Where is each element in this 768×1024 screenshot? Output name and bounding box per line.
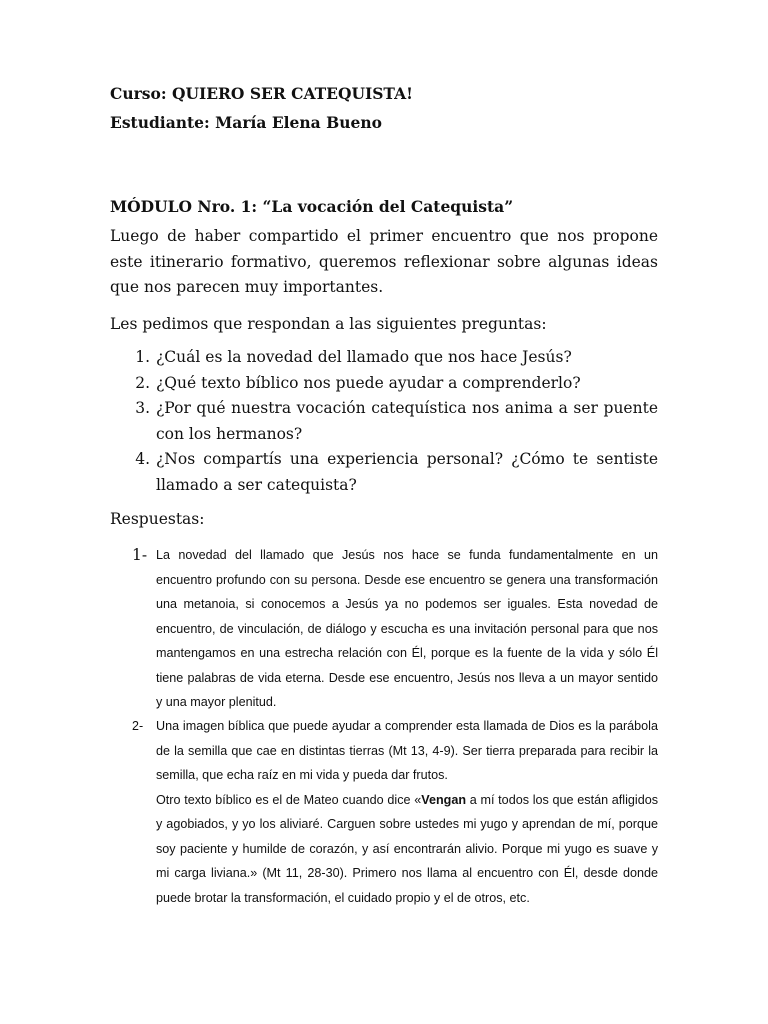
question-number: 4. <box>135 450 150 468</box>
question-item <box>110 396 658 447</box>
questions-list <box>110 345 658 498</box>
answer-text-part: a mí todos los que están afligidos y agobiados, y yo los aliviaré. Carguen sobre ustedes mi yugo y aprendan de mí, porque soy paciente y humilde de corazón, y así encontrarán alivio. Porque mi yugo es suave y mi carga liviana.» (Mt 11, 28-30). Primero nos llama al encuentro con Él, desde donde puede brotar la transformación, el cuidado propio y el de otros, etc. <box>156 792 659 905</box>
question-text: ¿Nos compartís una experiencia personal? ¿Cómo te sentiste llamado a ser catequista? <box>156 450 658 494</box>
answer-item <box>110 543 658 715</box>
answer-number: 1- <box>132 546 148 564</box>
answer-text-part: Otro texto bíblico es el de Mateo cuando dice « <box>156 792 422 807</box>
question-item <box>110 371 658 397</box>
student-line: Estudiante: María Elena Bueno <box>110 113 382 132</box>
question-number: 1. <box>135 348 150 366</box>
question-text: ¿Por qué nuestra vocación catequística nos anima a ser puente con los hermanos? <box>156 399 658 443</box>
question-number: 2. <box>135 373 150 392</box>
module-title: MÓDULO Nro. 1: “La vocación del Catequista” <box>110 197 514 216</box>
instruction-text: Les pedimos que respondan a las siguientes preguntas: <box>110 315 547 333</box>
answer-text: La novedad del llamado que Jesús nos hace se funda fundamentalmente en un encuentro profundo con su persona. Desde ese encuentro se genera una transformación una metanoia, si conocemos a Jesús ya no podemos ser iguales. Esta novedad de encuentro, de vinculación, de diálogo y escucha es una invitación personal para que nos mantengamos en una estrecha relación con Él, porque es la fuente de la vida y sólo Él tiene palabras de vida eterna. Desde ese encuentro, Jesús nos lleva a un mayor sentido y una mayor plenitud. <box>156 548 658 709</box>
answers-label: Respuestas: <box>110 510 205 528</box>
question-number: 3. <box>135 399 150 417</box>
answer-item <box>110 714 658 910</box>
intro-paragraph: Luego de haber compartido el primer encuentro que nos propone este itinerario formativo, queremos reflexionar sobre algunas ideas que nos parecen muy importantes. <box>110 227 658 296</box>
course-line: Curso: QUIERO SER CATEQUISTA! <box>110 84 413 103</box>
answer-text-block <box>156 714 658 910</box>
question-text: ¿Cuál es la novedad del llamado que nos hace Jesús? <box>156 348 572 366</box>
answer-bold-word: Vengan <box>421 792 467 807</box>
answer-paragraph: Una imagen bíblica que puede ayudar a comprender esta llamada de Dios es la parábola de la semilla que cae en distintas tierras (Mt 13, 4-9). Ser tierra preparada para recibir la semilla, que echa raíz en mi vida y pueda dar frutos. <box>156 719 658 782</box>
answer-number: 2- <box>132 719 144 733</box>
answer-paragraph <box>156 788 658 911</box>
question-text: ¿Qué texto bíblico nos puede ayudar a comprenderlo? <box>156 373 581 392</box>
question-item <box>110 345 658 371</box>
question-item <box>110 447 658 498</box>
